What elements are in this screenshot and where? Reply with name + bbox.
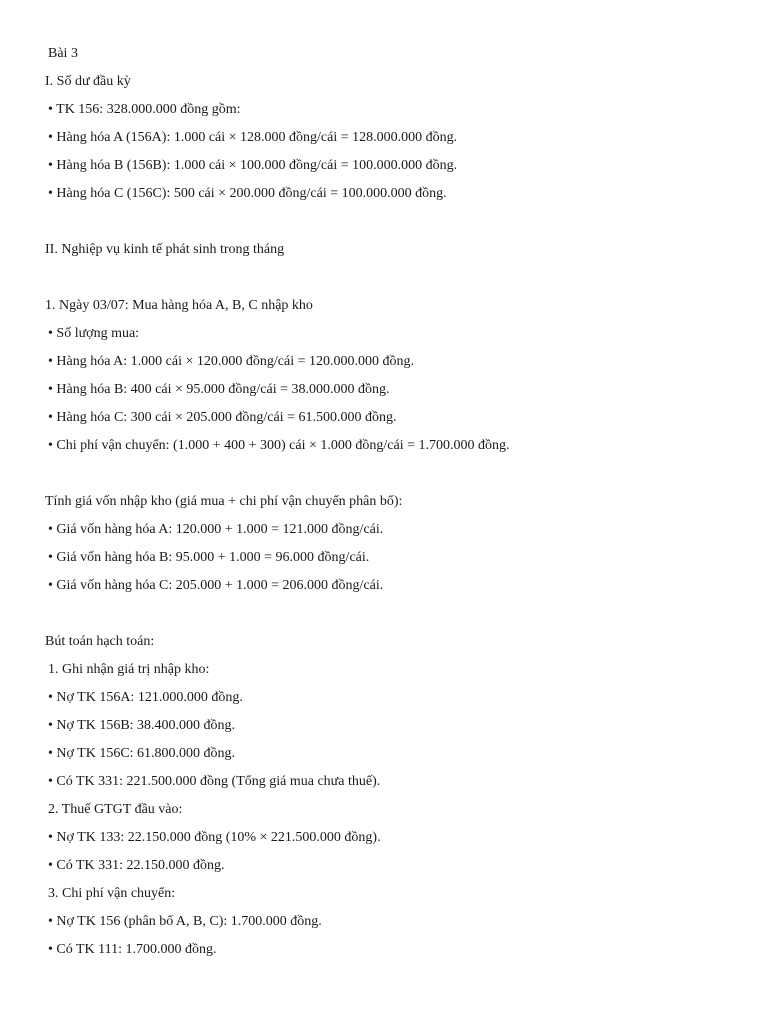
list-item: • Nợ TK 156B: 38.400.000 đồng. <box>48 718 236 733</box>
section-heading-transactions: II. Nghiệp vụ kinh tế phát sinh trong tháng <box>45 242 285 257</box>
list-item: • Có TK 331: 221.500.000 đồng (Tổng giá mua chưa thuế). <box>48 774 381 789</box>
list-item: • Chi phí vận chuyển: (1.000 + 400 + 300) cái × 1.000 đồng/cái = 1.700.000 đồng. <box>48 438 510 453</box>
list-item: • Số lượng mua: <box>48 326 140 341</box>
journal-subheading: 2. Thuế GTGT đầu vào: <box>48 802 183 817</box>
list-item: • Hàng hóa A: 1.000 cái × 120.000 đồng/cái = 120.000.000 đồng. <box>48 354 414 369</box>
list-item: • Hàng hóa C: 300 cái × 205.000 đồng/cái = 61.500.000 đồng. <box>48 410 397 425</box>
list-item: • Hàng hóa A (156A): 1.000 cái × 128.000 đồng/cái = 128.000.000 đồng. <box>48 130 458 145</box>
journal-subheading: 1. Ghi nhận giá trị nhập kho: <box>48 662 210 677</box>
journal-entries-heading: Bút toán hạch toán: <box>45 634 155 649</box>
list-item: • Giá vốn hàng hóa A: 120.000 + 1.000 = 121.000 đồng/cái. <box>48 522 384 537</box>
transaction-heading: 1. Ngày 03/07: Mua hàng hóa A, B, C nhập kho <box>45 298 313 313</box>
list-item: • Nợ TK 133: 22.150.000 đồng (10% × 221.500.000 đồng). <box>48 830 381 845</box>
exercise-title: Bài 3 <box>48 46 78 61</box>
journal-subheading: 3. Chi phí vận chuyển: <box>48 886 176 901</box>
list-item: • Giá vốn hàng hóa C: 205.000 + 1.000 = 206.000 đồng/cái. <box>48 578 384 593</box>
list-item: • Giá vốn hàng hóa B: 95.000 + 1.000 = 96.000 đồng/cái. <box>48 550 370 565</box>
list-item: • Nợ TK 156A: 121.000.000 đồng. <box>48 690 243 705</box>
list-item: • Nợ TK 156 (phân bổ A, B, C): 1.700.000 đồng. <box>48 914 322 929</box>
cost-calculation-heading: Tính giá vốn nhập kho (giá mua + chi phí vận chuyển phân bổ): <box>45 494 403 509</box>
list-item: • Có TK 111: 1.700.000 đồng. <box>48 942 217 957</box>
list-item: • TK 156: 328.000.000 đồng gồm: <box>48 102 241 117</box>
list-item: • Hàng hóa C (156C): 500 cái × 200.000 đồng/cái = 100.000.000 đồng. <box>48 186 447 201</box>
list-item: • Hàng hóa B: 400 cái × 95.000 đồng/cái = 38.000.000 đồng. <box>48 382 390 397</box>
section-heading-opening-balance: I. Số dư đầu kỳ <box>45 74 131 89</box>
list-item: • Hàng hóa B (156B): 1.000 cái × 100.000 đồng/cái = 100.000.000 đồng. <box>48 158 458 173</box>
list-item: • Nợ TK 156C: 61.800.000 đồng. <box>48 746 236 761</box>
list-item: • Có TK 331: 22.150.000 đồng. <box>48 858 225 873</box>
